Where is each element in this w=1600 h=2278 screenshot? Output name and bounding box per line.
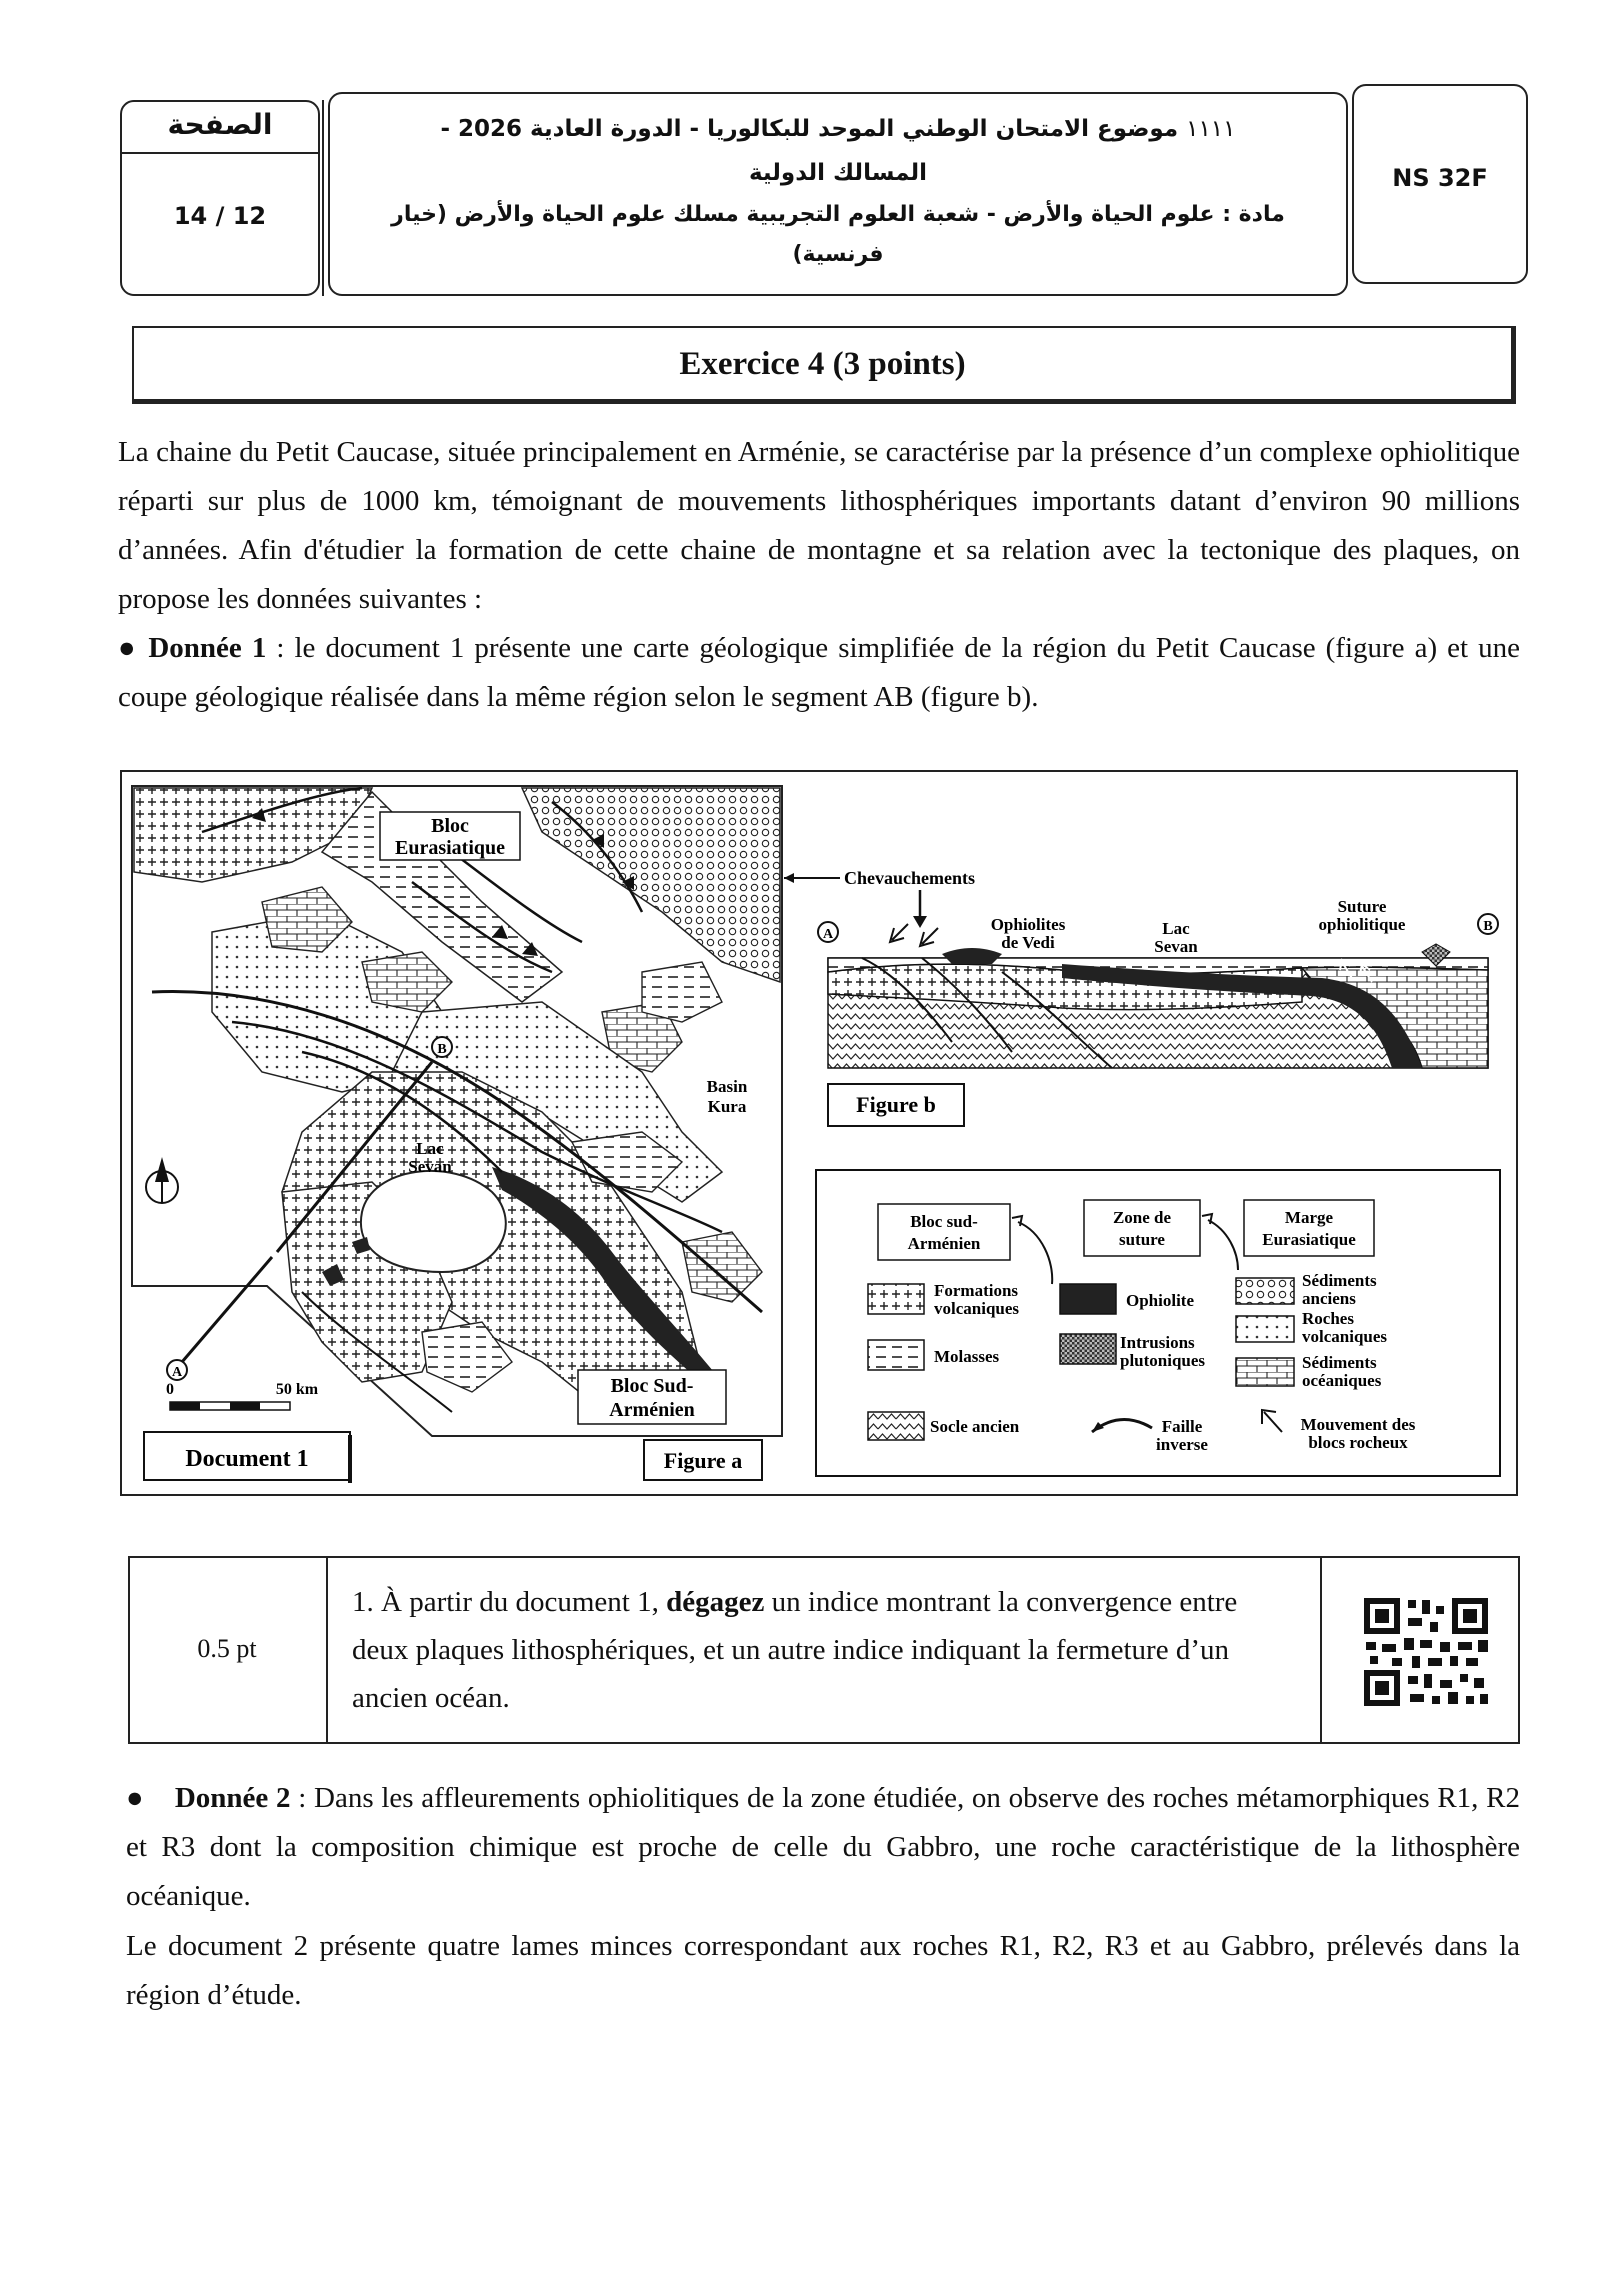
legend-ophiolite: Ophiolite — [1126, 1291, 1195, 1310]
basin-kura-2: Kura — [707, 1097, 747, 1116]
question1-text — [352, 1578, 1282, 1722]
scale-zero: 0 — [166, 1381, 174, 1398]
legend-sediments-oceaniques-1: Sédiments — [1302, 1353, 1377, 1372]
legend-mouvement-2: blocs rocheux — [1308, 1433, 1408, 1452]
header-exam-title: موضوع الامتحان الوطني الموحد للبكالوريا - الدورة العادية 2026 - — [440, 116, 1179, 142]
figure-b-section — [784, 868, 1498, 1068]
legend — [816, 1170, 1500, 1476]
ophiolites-vedi-1: Ophiolites — [990, 915, 1066, 934]
lac-sevan-2: Sevan — [408, 1157, 452, 1176]
donnee2-text: : Dans les affleurements ophiolitiques de la zone étudiée, on observe des roches métamorphiques R1, R2 et R3 dont la composition chimique est proche de celle du Gabbro, une roche caractéristique de la lithosphère océanique. — [126, 1782, 1520, 1912]
legend-zone-suture-2: suture — [1119, 1230, 1165, 1249]
section-point-a: A — [822, 927, 834, 942]
ophiolites-vedi-2: de Vedi — [1001, 933, 1055, 952]
exam-code: NS 32F — [1392, 164, 1488, 192]
header-page-box — [120, 100, 320, 296]
scale-km: 50 km — [275, 1381, 319, 1398]
legend-formations-2: volcaniques — [934, 1299, 1020, 1318]
header-double-line — [322, 100, 326, 296]
qr-code[interactable] — [1362, 1596, 1490, 1708]
legend-intrusions-1: Intrusions — [1120, 1333, 1195, 1352]
intro-paragraph: La chaine du Petit Caucase, située principalement en Arménie, se caractérise par la présence d’un complexe ophiolitique réparti sur plus de 1000 km, témoignant de mouvements lithosphériques importants datant d’environ 90 millions d’années. Afin d'étudier la formation de cette chaine de montagne et sa relation avec la tectonique des plaques, on propose les données suivantes : — [118, 436, 1520, 615]
header-title-box — [328, 92, 1348, 296]
chevauchements-label: Chevauchements — [844, 868, 975, 888]
section-lac-2: Sevan — [1154, 937, 1198, 956]
legend-bloc-sud-1: Bloc sud- — [910, 1212, 978, 1231]
bloc-sud-armenien-1: Bloc Sud- — [610, 1375, 694, 1397]
header-line1 — [330, 116, 1346, 142]
legend-zone-suture-1: Zone de — [1112, 1208, 1172, 1227]
question1-number: 1. — [352, 1586, 374, 1618]
legend-faille-2: inverse — [1156, 1435, 1208, 1454]
question1-text-a: À partir du document 1, — [373, 1586, 667, 1618]
bullet: ● — [126, 1782, 175, 1814]
legend-socle-ancien: Socle ancien — [930, 1417, 1020, 1436]
legend-marge-2: Eurasiatique — [1262, 1230, 1356, 1249]
lac-sevan-1: Lac — [416, 1139, 444, 1158]
question1-points: 0.5 pt — [197, 1634, 257, 1663]
document1-figures — [122, 772, 1516, 1494]
bloc-sud-armenien-2: Arménien — [609, 1399, 695, 1421]
legend-roches-volcaniques-2: volcaniques — [1302, 1327, 1388, 1346]
legend-sediments-anciens-2: anciens — [1302, 1289, 1356, 1308]
donnee1-text: : le document 1 présente une carte géologique simplifiée de la région du Petit Caucase (figure a) et une coupe géologique réalisée dans la même région selon le segment AB (figure b). — [118, 632, 1520, 713]
question1-table — [128, 1556, 1520, 1744]
suture-1: Suture — [1337, 897, 1387, 916]
question1-text-b: un indice montrant la convergence entre deux plaques lithosphériques, et un autre indice indiquant la fermeture d’un ancien océan. — [352, 1586, 1238, 1714]
legend-intrusions-2: plutoniques — [1120, 1351, 1206, 1370]
header-line2: المسالك الدولية — [748, 160, 928, 186]
figure-a-label: Figure a — [663, 1448, 743, 1473]
figure-a-map — [132, 786, 782, 1436]
legend-mouvement-1: Mouvement des — [1300, 1415, 1416, 1434]
map-point-a: A — [171, 1365, 183, 1380]
section-point-b: B — [1483, 919, 1493, 934]
legend-roches-volcaniques-1: Roches — [1302, 1309, 1354, 1328]
donnee1-label: Donnée 1 — [148, 632, 267, 664]
legend-formations-1: Formations — [934, 1281, 1019, 1300]
document1-label: Document 1 — [185, 1446, 309, 1472]
page-number: 14 / 12 — [173, 202, 267, 230]
exercise-title: Exercice 4 (3 points) — [679, 346, 966, 382]
page-label: الصفحة — [167, 108, 273, 141]
map-point-b: B — [437, 1042, 447, 1057]
bloc-eurasiatique-2: Eurasiatique — [394, 837, 506, 859]
donnee2-paragraph — [126, 1774, 1520, 1921]
table-divider-2 — [1320, 1558, 1322, 1742]
legend-marge-1: Marge — [1284, 1208, 1334, 1227]
document1-frame — [120, 770, 1518, 1496]
basin-kura-1: Basin — [706, 1077, 748, 1096]
donnee2-paragraph2: Le document 2 présente quatre lames minces correspondant aux roches R1, R2, R3 et au Gabbro, prélevés dans la région d’étude. — [126, 1930, 1520, 2011]
map-scale-bar — [166, 1381, 319, 1410]
legend-sediments-oceaniques-2: océaniques — [1302, 1371, 1382, 1390]
exercise-title-box — [132, 326, 1516, 404]
legend-faille-1: Faille — [1161, 1417, 1203, 1436]
donnee2-label: Donnée 2 — [174, 1782, 291, 1814]
section-lac-1: Lac — [1162, 919, 1190, 938]
header-code-box — [1352, 84, 1528, 284]
header-seal: ١١١١ — [1186, 116, 1236, 142]
header-line4: فرنسية) — [792, 242, 884, 267]
figure-b-label: Figure b — [856, 1092, 936, 1117]
legend-sediments-anciens-1: Sédiments — [1302, 1271, 1377, 1290]
page-divider — [122, 152, 318, 154]
header-line3: مادة : علوم الحياة والأرض - شعبة العلوم التجريبية مسلك علوم الحياة والأرض (خيار — [391, 202, 1285, 227]
bullet: ● — [118, 632, 149, 664]
donnee1-paragraph — [118, 624, 1520, 722]
bloc-eurasiatique-1: Bloc — [431, 815, 469, 837]
table-divider-1 — [326, 1558, 328, 1742]
lake-sevan-shape — [361, 1171, 506, 1272]
legend-bloc-sud-2: Arménien — [907, 1234, 981, 1253]
legend-molasses: Molasses — [934, 1347, 1000, 1366]
question1-verb: dégagez — [666, 1586, 765, 1618]
suture-2: ophiolitique — [1318, 915, 1406, 934]
